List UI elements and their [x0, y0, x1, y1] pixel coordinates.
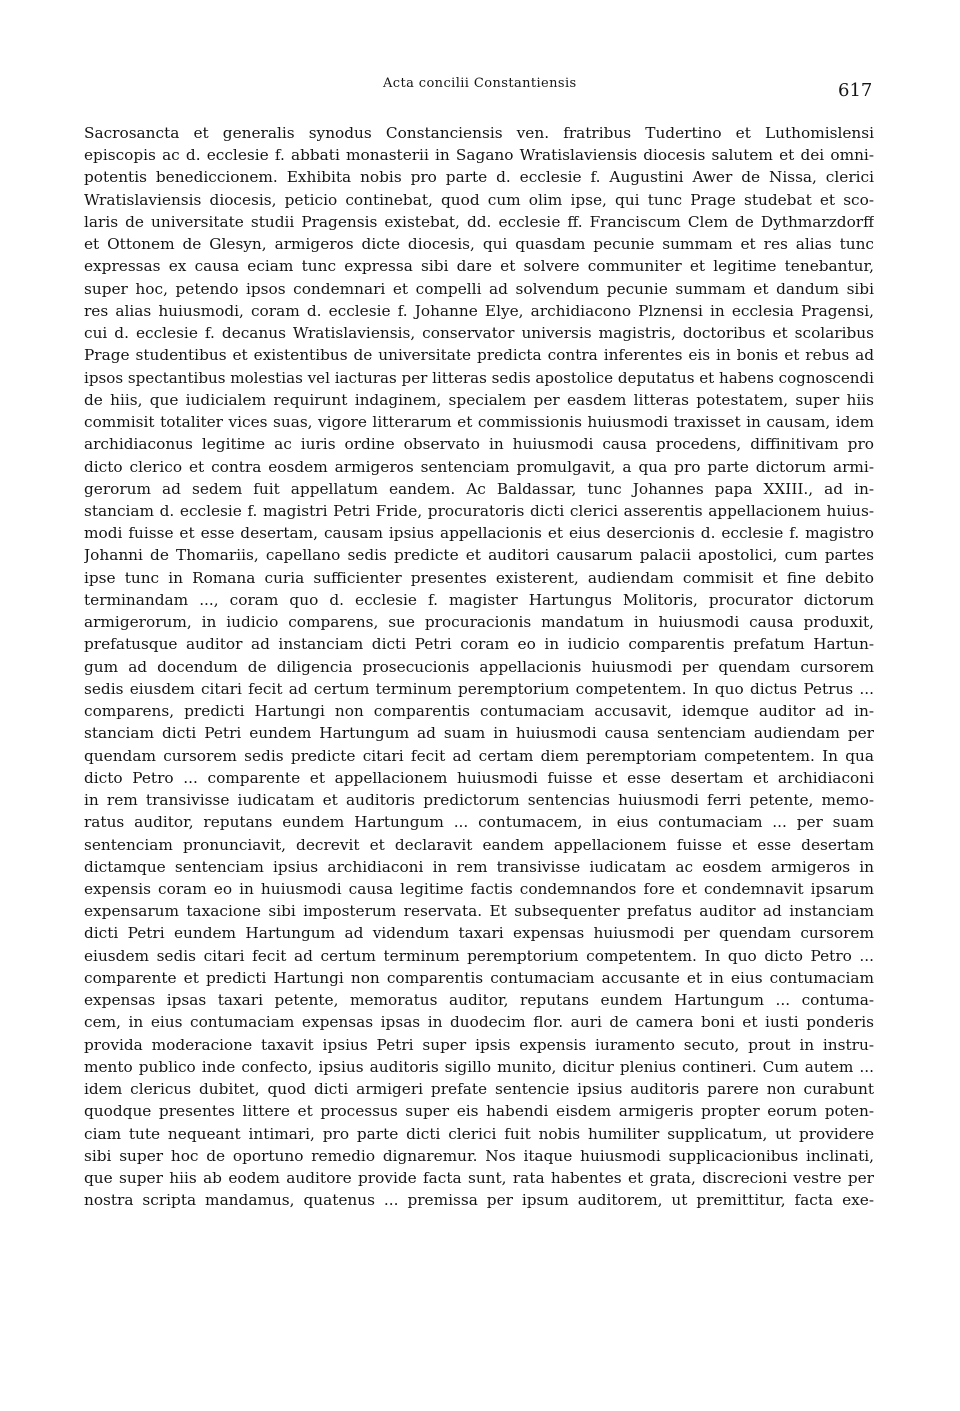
- text-line: armigerorum, in iudicio comparens, sue procuracionis mandatum in huiusmodi causa produxit,: [84, 613, 874, 632]
- text-line: gum ad docendum de diligencia prosecucionis appellacionis huiusmodi per quendam cursorem: [84, 657, 874, 676]
- text-line: ratus auditor, reputans eundem Hartungum ... contumacem, in eius contumaciam ... per suam: [84, 813, 874, 832]
- text-line: expensarum taxacione sibi imposterum reservata. Et subsequenter prefatus auditor ad instanciam: [84, 902, 874, 921]
- text-line: de hiis, que iudicialem requirunt indaginem, specialem per easdem litteras potestatem, super hiis: [84, 390, 874, 409]
- text-line: potentis benediccionem. Exhibita nobis pro parte d. ecclesie f. Augustini Awer de Nissa, clerici: [84, 168, 874, 187]
- text-line: ciam tute nequeant intimari, pro parte dicti clerici fuit nobis humiliter supplicatum, ut providere: [84, 1124, 874, 1143]
- text-line: mento publico inde confecto, ipsius auditoris sigillo munito, dicitur plenius contineri. Cum autem ...: [84, 1057, 874, 1076]
- text-line: cui d. ecclesie f. decanus Wratislaviensis, conservator universis magistris, doctoribus et scolaribus: [84, 324, 874, 343]
- text-line: cem, in eius contumaciam expensas ipsas in duodecim flor. auri de camera boni et iusti ponderis: [84, 1013, 874, 1032]
- text-line: dicto Petro ... comparente et appellacionem huiusmodi fuisse et esse desertam et archidiaconi: [84, 768, 874, 787]
- text-line: comparente et predicti Hartungi non comparentis contumaciam accusante et in eius contumaciam: [84, 968, 874, 987]
- text-line: ipsos spectantibus molestias vel iacturas per litteras sedis apostolice deputatus et habens cognoscendi: [84, 368, 874, 387]
- text-line: comparens, predicti Hartungi non comparentis contumaciam accusavit, idemque auditor ad in-: [84, 702, 874, 721]
- text-line: que super hiis ab eodem auditore provide facta sunt, rata habentes et grata, discrecioni vestre per: [84, 1169, 874, 1188]
- text-line: Sacrosancta et generalis synodus Constanciensis ven. fratribus Tudertino et Luthomislensi: [84, 124, 874, 142]
- text-line: episcopis ac d. ecclesie f. abbati monasterii in Sagano Wratislaviensis diocesis salutem et dei omni-: [84, 146, 874, 165]
- text-line: archidiaconus legitime ac iuris ordine observato in huiusmodi causa procedens, diffinitivam pro: [84, 435, 874, 454]
- text-line: dicto clerico et contra eosdem armigeros sentenciam promulgavit, a qua pro parte dictorum armi-: [84, 457, 874, 476]
- text-line: sibi super hoc de oportuno remedio dignaremur. Nos itaque huiusmodi supplicacionibus inclinati,: [84, 1146, 874, 1165]
- text-line: super hoc, petendo ipsos condemnari et compelli ad solvendum pecunie summam et dandum sibi: [84, 279, 874, 298]
- text-line: expressas ex causa eciam tunc expressa sibi dare et solvere communiter et legitime tenebantur,: [84, 257, 874, 276]
- text-line: idem clericus dubitet, quod dicti armigeri prefate sentencie ipsius auditoris parere non curabunt: [84, 1080, 874, 1099]
- text-line: expensis coram eo in huiusmodi causa legitime factis condemnandos fore et condemnavit ipsarum: [84, 879, 874, 898]
- text-line: commisit totaliter vices suas, vigore litterarum et commissionis huiusmodi traxisset in causam, idem: [84, 413, 874, 432]
- text-line: laris de universitate studii Pragensis existebat, dd. ecclesie ff. Franciscum Clem de Dythmarzdorff: [84, 212, 874, 231]
- text-line: Johanni de Thomariis, capellano sedis predicte et auditori causarum palacii apostolici, cum partes: [84, 546, 874, 565]
- text-line: Wratislaviensis diocesis, peticio continebat, quod cum olim ipse, qui tunc Prage studebat et sco-: [84, 190, 874, 209]
- running-head: Acta concilii Constantiensis: [383, 76, 577, 91]
- text-line: expensas ipsas taxari petente, memoratus auditor, reputans eundem Hartungum ... contuma-: [84, 991, 874, 1010]
- text-line: Prage studentibus et existentibus de universitate predicta contra inferentes eis in bonis et rebus ad: [84, 346, 874, 365]
- text-line: eiusdem sedis citari fecit ad certum terminum peremptorium competentem. In quo dicto Petro ...: [84, 946, 874, 965]
- text-line: provida moderacione taxavit ipsius Petri super ipsis expensis iuramento secuto, prout in instru-: [84, 1035, 874, 1054]
- text-line: quodque presentes littere et processus super eis habendi eisdem armigeris propter eorum poten-: [84, 1102, 874, 1121]
- text-line: gerorum ad sedem fuit appellatum eandem. Ac Baldassar, tunc Johannes papa XXIII., ad in-: [84, 479, 874, 498]
- text-line: stanciam d. ecclesie f. magistri Petri Fride, procuratoris dicti clerici asserentis appellacionem huius-: [84, 501, 874, 520]
- text-line: ipse tunc in Romana curia sufficienter presentes existerent, audiendam commisit et fine debito: [84, 568, 874, 587]
- text-line: res alias huiusmodi, coram d. ecclesie f. Johanne Elye, archidiacono Plznensi in ecclesia Pragensi,: [84, 301, 874, 320]
- text-line: et Ottonem de Glesyn, armigeros dicte diocesis, qui quasdam pecunie summam et res alias tunc: [84, 235, 874, 254]
- text-line: modi fuisse et esse desertam, causam ipsius appellacionis et eius desercionis d. ecclesie f. magistro: [84, 524, 874, 543]
- body-text: [84, 122, 874, 1211]
- text-line: dictamque sentenciam ipsius archidiaconi in rem transivisse iudicatam ac eosdem armigeros in: [84, 857, 874, 876]
- text-line: nostra scripta mandamus, quatenus ... premissa per ipsum auditorem, ut premittitur, facta exe-: [84, 1191, 874, 1210]
- page-number: 617: [838, 80, 873, 101]
- text-line: in rem transivisse iudicatam et auditoris predictorum sentencias huiusmodi ferri petente, memo-: [84, 791, 874, 810]
- text-line: terminandam ..., coram quo d. ecclesie f. magister Hartungus Molitoris, procurator dictorum: [84, 590, 874, 609]
- text-line: sedis eiusdem citari fecit ad certum terminum peremptorium competentem. In quo dictus Petrus ...: [84, 679, 874, 698]
- text-line: stanciam dicti Petri eundem Hartungum ad suam in huiusmodi causa sentenciam audiendam per: [84, 724, 874, 743]
- text-line: dicti Petri eundem Hartungum ad videndum taxari expensas huiusmodi per quendam cursorem: [84, 924, 874, 943]
- text-line: sentenciam pronunciavit, decrevit et declaravit eandem appellacionem fuisse et esse desertam: [84, 835, 874, 854]
- text-line: prefatusque auditor ad instanciam dicti Petri coram eo in iudicio comparentis prefatum Hartun-: [84, 635, 874, 654]
- text-line: quendam cursorem sedis predicte citari fecit ad certam diem peremptoriam competentem. In qua: [84, 746, 874, 765]
